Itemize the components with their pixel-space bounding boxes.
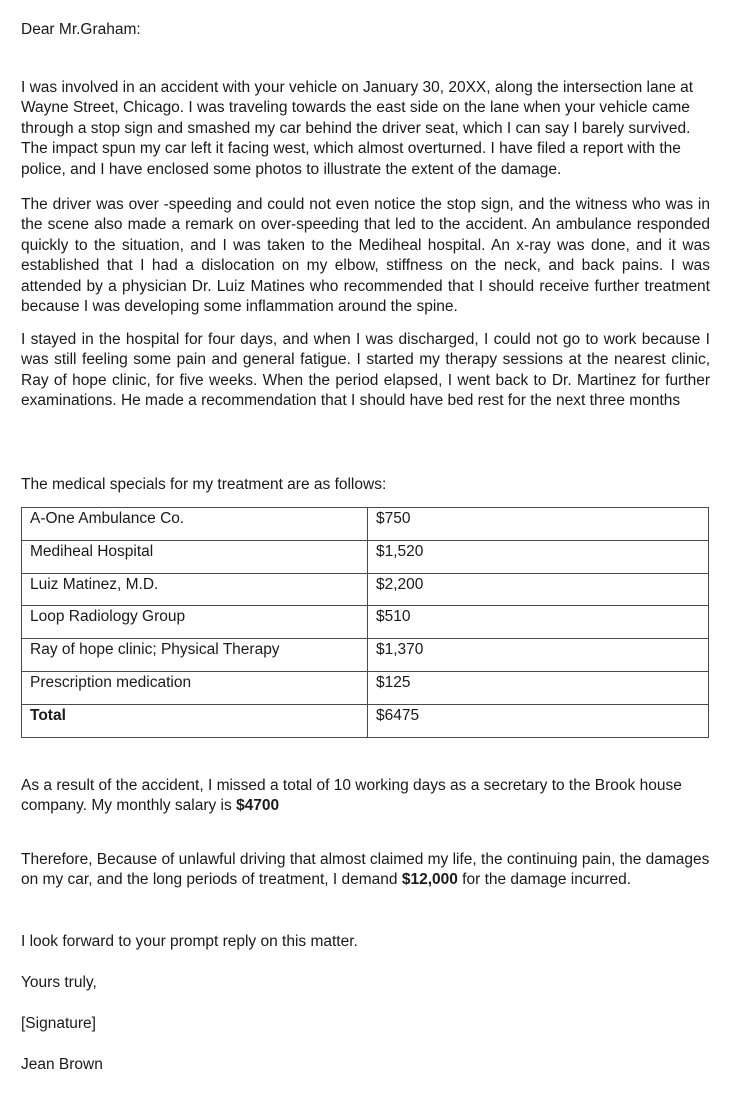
- medical-specials-table: [21, 507, 709, 738]
- salary-amount: $4700: [236, 797, 280, 815]
- total-row: [22, 704, 709, 737]
- table-row: [22, 573, 709, 606]
- lost-wages-text: As a result of the accident, I missed a total of 10 working days as a secretary to the Brook house company. My monthly salary is: [21, 777, 682, 815]
- specials-amount-cell: $750: [368, 508, 709, 541]
- specials-name-cell: Ray of hope clinic; Physical Therapy: [22, 639, 368, 672]
- salutation: Dear Mr.Graham:: [21, 21, 141, 38]
- specials-amount-cell: $2,200: [368, 573, 709, 606]
- specials-amount-cell: $1,370: [368, 639, 709, 672]
- demand-amount: $12,000: [401, 871, 458, 889]
- specials-name-cell: Loop Radiology Group: [22, 606, 368, 639]
- sign-off: Yours truly,: [21, 974, 97, 991]
- paragraph-lost-wages: [21, 776, 710, 817]
- paragraph-accident: I was involved in an accident with your vehicle on January 30, 20XX, along the intersection lane at Wayne Street, Chicago. I was traveling towards the east side on the lane when your vehicle came through a stop sign and smashed my car behind the driver seat, which I can say I barely survived. The impact spun my car left it facing west, which almost overturned. I have filed a report with the police, and I have enclosed some photos to illustrate the extent of the damage.: [21, 79, 694, 178]
- total-label-cell: Total: [22, 704, 368, 737]
- specials-amount-cell: $510: [368, 606, 709, 639]
- table-row: [22, 606, 709, 639]
- table-row: [22, 671, 709, 704]
- specials-name-cell: Prescription medication: [22, 671, 368, 704]
- specials-amount-cell: $125: [368, 671, 709, 704]
- specials-amount-cell: $1,520: [368, 540, 709, 573]
- table-row: [22, 508, 709, 541]
- paragraph-injuries: The driver was over -speeding and could not even notice the stop sign, and the witness who was in the scene also made a remark on over-speeding that led to the accident. An ambulance responded quickly to the situation, and I was taken to the Mediheal hospital. An x-ray was done, and it was established that I had a dislocation on my elbow, stiffness on the neck, and back pains. I was attended by a physician Dr. Luiz Matines who recommended that I should receive further treatment because I was developing some inflammation around the spine.: [21, 196, 710, 316]
- paragraph-demand: [21, 850, 710, 891]
- total-amount-cell: $6475: [368, 704, 709, 737]
- specials-name-cell: Luiz Matinez, M.D.: [22, 573, 368, 606]
- specials-name-cell: Mediheal Hospital: [22, 540, 368, 573]
- specials-intro: The medical specials for my treatment are as follows:: [21, 476, 387, 493]
- paragraph-treatment: I stayed in the hospital for four days, and when I was discharged, I could not go to work because I was still feeling some pain and general fatigue. I started my therapy sessions at the nearest clinic, Ray of hope clinic, for five weeks. When the period elapsed, I went back to Dr. Martinez for further examinations. He made a recommendation that I should have bed rest for the next three months: [21, 331, 710, 410]
- demand-text-end: for the damage incurred.: [457, 871, 632, 889]
- specials-name-cell: A-One Ambulance Co.: [22, 508, 368, 541]
- demand-text-start: Therefore, Because of unlawful driving that almost claimed my life, the continuing pain, the damages on my car, and the long periods of treatment, I demand: [21, 851, 710, 889]
- sender-name: Jean Brown: [21, 1056, 103, 1073]
- signature-placeholder: [Signature]: [21, 1015, 96, 1032]
- table-row: [22, 639, 709, 672]
- table-row: [22, 540, 709, 573]
- closing-line: I look forward to your prompt reply on this matter.: [21, 933, 358, 950]
